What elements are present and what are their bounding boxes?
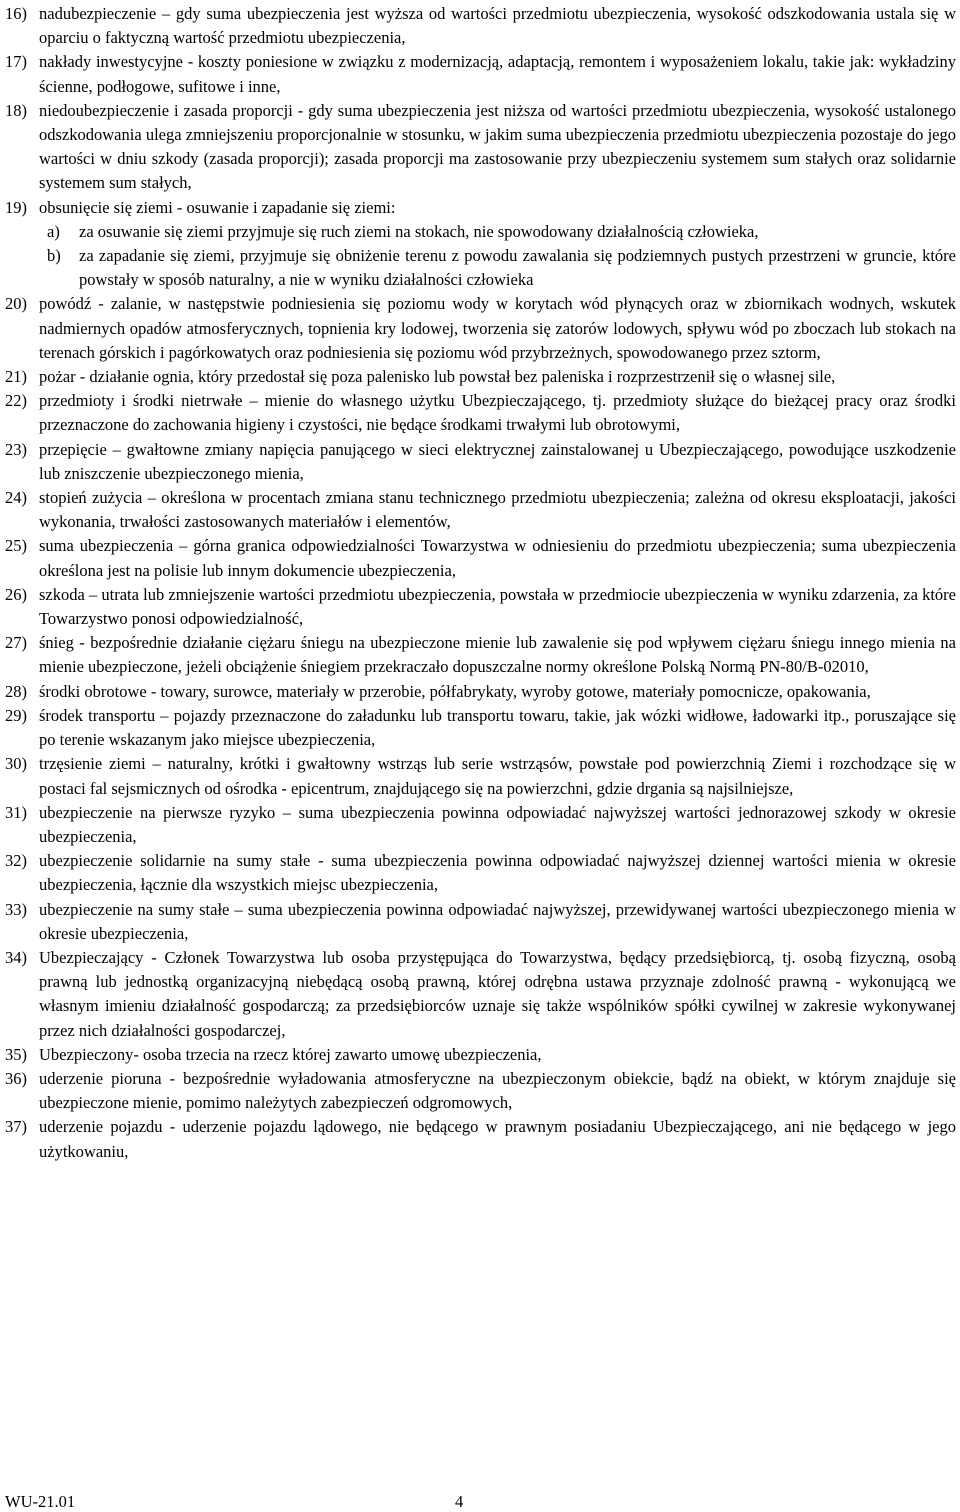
definition-item-34 <box>5 946 956 1043</box>
definition-item-16 <box>5 2 956 50</box>
definition-item-27 <box>5 631 956 679</box>
item-number: 29) <box>5 705 27 725</box>
definition-item-33 <box>5 898 956 946</box>
definition-item-37 <box>5 1115 956 1163</box>
item-text: nadubezpieczenie – gdy suma ubezpieczenia jest wyższa od wartości przedmiotu ubezpieczenia, wysokość odszkodowania ustala się w oparciu o faktyczną wartość przedmiotu ubezpieczenia, <box>39 4 956 48</box>
definition-item-18 <box>5 99 956 196</box>
item-text: trzęsienie ziemi – naturalny, krótki i gwałtowny wstrząs lub serie wstrząsów, powstałe pod powierzchnią Ziemi i rozchodzące się w postaci fal sejsmicznych od ośrodka - epicentrum, znajdującego się na powierzchni, gdzie drgania są najsilniejsze, <box>39 754 956 798</box>
subitem-text: za zapadanie się ziemi, przyjmuje się obniżenie terenu z powodu zawalania się podziemnych pustych przestrzeni w gruncie, które powstały w sposób naturalny, a nie w wyniku działalności człowieka <box>79 246 956 290</box>
definition-item-20 <box>5 292 956 365</box>
item-number: 28) <box>5 681 27 701</box>
subitem-text: za osuwanie się ziemi przyjmuje się ruch ziemi na stokach, nie spowodowany działalnością człowieka, <box>79 221 759 241</box>
item-number: 18) <box>5 100 27 120</box>
item-text: przedmioty i środki nietrwałe – mienie do własnego użytku Ubezpieczającego, tj. przedmioty służące do bieżącej pracy oraz środki przeznaczone do zachowania higieny i czystości, nie będące środkami trwałymi lub obrotowymi, <box>39 391 956 435</box>
definition-item-30 <box>5 752 956 800</box>
item-number: 23) <box>5 439 27 459</box>
item-number: 21) <box>5 367 27 387</box>
item-number: 27) <box>5 633 27 653</box>
definition-item-26 <box>5 583 956 631</box>
item-number: 22) <box>5 391 27 411</box>
definition-subitem-19b <box>47 244 956 292</box>
item-text: stopień zużycia – określona w procentach zmiana stanu technicznego przedmiotu ubezpieczenia; zależna od okresu eksploatacji, jakości wykonania, trwałości zastosowanych materiałów i elementów, <box>39 488 956 532</box>
item-text: środki obrotowe - towary, surowce, materiały w przerobie, półfabrykaty, wyroby gotowe, materiały pomocnicze, opakowania, <box>39 681 871 701</box>
item-text: ubezpieczenie solidarnie na sumy stałe - suma ubezpieczenia powinna odpowiadać najwyższej dziennej wartości mienia w okresie ubezpieczenia, łącznie dla wszystkich miejsc ubezpieczenia, <box>39 851 956 895</box>
item-number: 33) <box>5 899 27 919</box>
definition-item-22 <box>5 389 956 437</box>
subitem-letter: b) <box>47 246 61 266</box>
item-number: 20) <box>5 294 27 314</box>
item-number: 34) <box>5 947 27 967</box>
definition-item-35 <box>5 1043 956 1067</box>
item-text: środek transportu – pojazdy przeznaczone do załadunku lub transportu towaru, takie, jak wózki widłowe, ładowarki itp., poruszające się po terenie wskazanym jako miejsce ubezpieczenia, <box>39 705 956 750</box>
definition-item-31 <box>5 801 956 849</box>
definition-item-24 <box>5 486 956 534</box>
document-code: WU-21.01 <box>5 1492 76 1511</box>
subitem-letter: a) <box>47 221 60 241</box>
definition-item-17 <box>5 50 956 98</box>
definition-item-19 <box>5 196 956 220</box>
item-text: uderzenie pioruna - bezpośrednie wyładowania atmosferyczne na ubezpieczonym obiekcie, bądź na obiekt, w którym znajduje się ubezpieczone mienie, pomimo należytych zabezpieczeń odgromowych, <box>39 1068 956 1113</box>
item-number: 30) <box>5 754 27 774</box>
item-number: 17) <box>5 52 27 72</box>
definition-item-28 <box>5 680 956 704</box>
item-text: obsunięcie się ziemi - osuwanie i zapadanie się ziemi: <box>39 197 396 217</box>
item-text: nakłady inwestycyjne - koszty poniesione w związku z modernizacją, adaptacją, remontem i wyposażeniem lokalu, takie jak: wykładziny ścienne, podłogowe, sufitowe i inne, <box>39 52 956 96</box>
item-number: 25) <box>5 536 27 556</box>
item-number: 37) <box>5 1117 27 1137</box>
item-text: niedoubezpieczenie i zasada proporcji - gdy suma ubezpieczenia jest niższa od wartości przedmiotu ubezpieczenia, wysokość ustalonego odszkodowania ulega zmniejszeniu proporcjonalnie w stosunku, w jakim suma ubezpieczenia przedmiotu ubezpieczenia pozostaje do jego wartości w dniu szkody (zasada proporcji); zasada proporcji ma zastosowanie przy ubezpieczeniu systemem sum stałych oraz solidarnie systemem sum stałych, <box>39 100 956 193</box>
item-number: 19) <box>5 197 27 217</box>
page-number: 4 <box>455 1492 464 1511</box>
item-text: powódź - zalanie, w następstwie podniesienia się poziomu wody w korytach wód płynących oraz w zbiornikach wodnych, wskutek nadmiernych opadów atmosferycznych, topnienia kry lodowej, tworzenia się zatorów lodowych, spływu wód po zboczach lub stokach na terenach górskich i pagórkowatych oraz podniesienia się poziomu wód przybrzeżnych, spowodowanego przez sztorm, <box>39 294 956 362</box>
definition-item-23 <box>5 438 956 486</box>
item-text: szkoda – utrata lub zmniejszenie wartości przedmiotu ubezpieczenia, powstała w przedmiocie ubezpieczenia w wyniku zdarzenia, za które Towarzystwo ponosi odpowiedzialność, <box>39 584 956 629</box>
item-number: 26) <box>5 584 27 604</box>
item-number: 32) <box>5 851 27 871</box>
item-text: śnieg - bezpośrednie działanie ciężaru śniegu na ubezpieczone mienie lub zawalenie się pod wpływem ciężaru śniegu innego mienia na mienie ubezpieczone, jeżeli obciążenie śniegiem przekraczało dopuszczalne normy określone Polską Normą PN-80/B-02010, <box>39 633 956 677</box>
item-number: 31) <box>5 802 27 822</box>
item-text: uderzenie pojazdu - uderzenie pojazdu lądowego, nie będącego w prawnym posiadaniu Ubezpieczającego, ani nie będącego w jego użytkowaniu, <box>39 1117 956 1161</box>
definition-item-25 <box>5 534 956 582</box>
definition-item-21 <box>5 365 956 389</box>
definition-item-36 <box>5 1067 956 1115</box>
item-text: przepięcie – gwałtowne zmiany napięcia panującego w sieci elektrycznej zainstalowanej u Ubezpieczającego, powodujące uszkodzenie lub zniszczenie ubezpieczonego mienia, <box>39 439 956 483</box>
item-text: pożar - działanie ognia, który przedostał się poza palenisko lub powstał bez paleniska i rozprzestrzenił się o własnej sile, <box>39 367 836 387</box>
definition-item-29 <box>5 704 956 752</box>
definition-subitem-19a <box>47 220 956 244</box>
item-text: Ubezpieczony- osoba trzecia na rzecz której zawarto umowę ubezpieczenia, <box>39 1044 542 1064</box>
item-number: 35) <box>5 1044 27 1064</box>
item-text: ubezpieczenie na sumy stałe – suma ubezpieczenia powinna odpowiadać najwyższej, przewidywanej wartości ubezpieczonego mienia w okresie ubezpieczenia, <box>39 899 956 943</box>
item-number: 16) <box>5 4 27 23</box>
item-number: 24) <box>5 488 27 508</box>
item-text: suma ubezpieczenia – górna granica odpowiedzialności Towarzystwa w odniesieniu do przedmiotu ubezpieczenia; suma ubezpieczenia określona jest na polisie lub innym dokumencie ubezpieczenia, <box>39 536 956 580</box>
item-text: Ubezpieczający - Członek Towarzystwa lub osoba przystępująca do Towarzystwa, będący przedsiębiorcą, tj. osobą fizyczną, osobą prawną lub jednostką organizacyjną niebędącą osobą prawną, której odrębna ustawa przyznaje zdolność prawną - wykonującą we własnym imieniu działalność gospodarczą; za przedsiębiorców uznaje się także wspólników spółki cywilnej w zakresie wykonywanej przez nich działalności gospodarczej, <box>39 947 956 1040</box>
item-number: 36) <box>5 1068 27 1088</box>
definition-item-32 <box>5 849 956 897</box>
item-text: ubezpieczenie na pierwsze ryzyko – suma ubezpieczenia powinna odpowiadać najwyższej wartości jednorazowej szkody w okresie ubezpieczenia, <box>39 802 956 846</box>
definitions-list <box>5 2 956 1164</box>
